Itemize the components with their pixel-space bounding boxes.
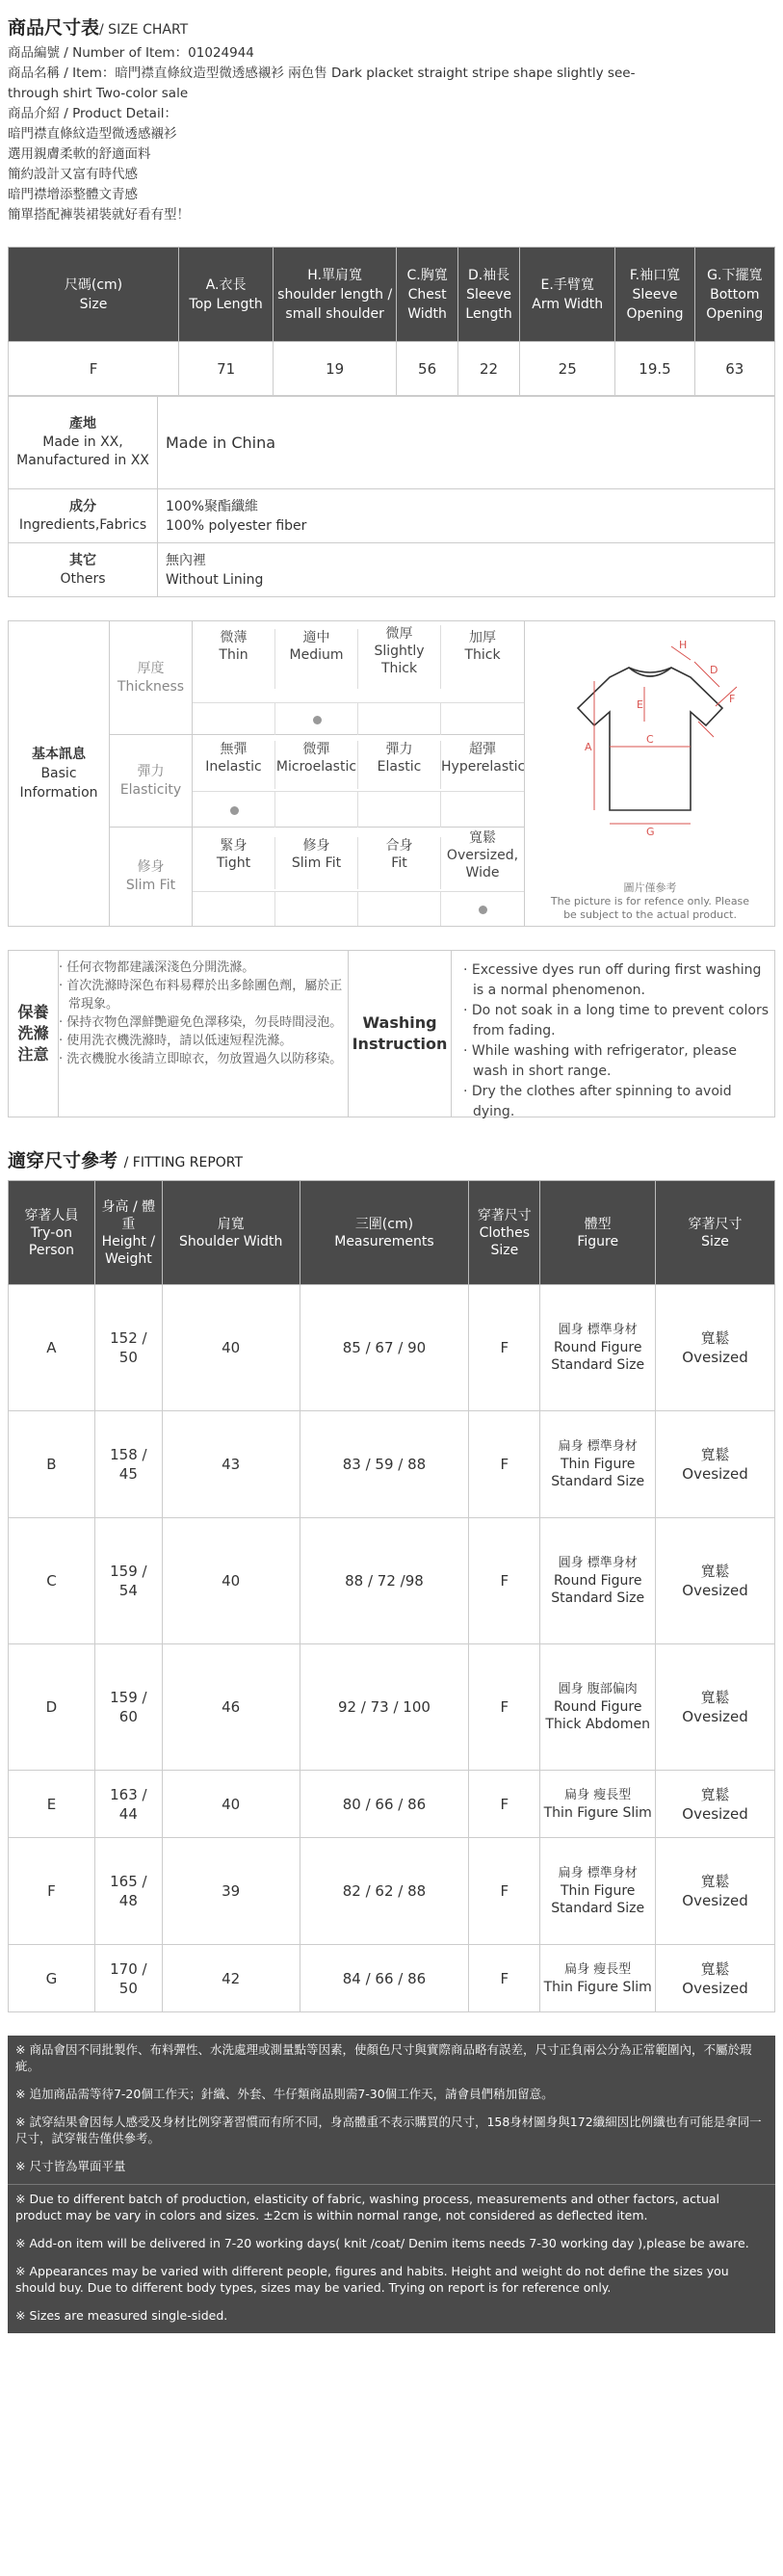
slim-fit-label: 修身 Slim Fit [110,828,193,926]
note-item: ※ 尺寸皆為單面平量 [15,2159,126,2173]
table-row [9,1838,775,1945]
others-label: 其它 Others [9,543,158,597]
col-header: H.單肩寬 shoulder length / small shoulder [274,248,397,342]
option-microelastic: 微彈 Microelastic [275,741,358,789]
col-header: E.手臂寬 Arm Width [520,248,615,342]
others-value: 無內裡 Without Lining [158,543,775,597]
measurements-cell: 85 / 67 / 90 [300,1285,469,1411]
diagram-letter: F [729,693,736,705]
note-item: ※ Due to different batch of production, elasticity of fabric, washing process, measurements and other factors, actual product may be vary in colors and sizes. ±2cm is within normal range, not considered as deflected item. [15,2192,719,2222]
notes-zh [8,2036,775,2185]
note-item: ※ Appearances may be varied with different people, figures and habits. Height and weight do not define the sizes you should buy. Due to different body types, sizes may be varied. Trying on report is for reference only. [15,2264,729,2295]
note-item: ※ 試穿結果會因每人感受及身材比例穿著習慣而有所不同，身高體重不表示購買的尺寸，158身材圖身與172纖細因比例纖也有可能是拿同一尺寸，試穿報告僅供參考。 [15,2115,762,2145]
col-header: F.袖口寬 Sleeve Opening [615,248,694,342]
option-cell [275,702,358,735]
note-item: ※ 商品會因不同批製作、布料彈性、水洗處理或測量點等因素，使顏色尺寸與實際商品略有誤差，尺寸正負兩公分為正常範圍內，不屬於瑕疵。 [15,2042,752,2073]
option-cell [441,702,524,735]
origin-row [9,397,775,489]
fitting-title: 適穿尺寸參考 / FITTING REPORT [8,1150,244,1171]
size-cell: 71 [179,342,274,396]
page-title: 商品尺寸表/ SIZE CHART [8,17,189,39]
size-cell: F [469,1518,540,1644]
fit-cell: 寬鬆 Ovesized [656,1771,775,1838]
diagram-letter: G [646,826,655,838]
shoulder-cell: 39 [162,1838,300,1945]
detail-line: 暗門襟直條紋造型微透感襯衫 [8,126,177,142]
fit-cell: 寬鬆 Ovesized [656,1838,775,1945]
elasticity-group [110,735,524,828]
note-item: ※ Add-on item will be delivered in 7-20 working days( knit /coat/ Denim items needs 7-30 working day ),please be aware. [15,2236,749,2250]
detail-line: 商品名稱 / Item：暗門襟直條紋造型微透感襯衫 兩色售 Dark placket straight stripe shape slightly see- [8,66,636,81]
measurements-cell: 88 / 72 /98 [300,1518,469,1644]
option-cell [193,891,275,926]
list-item: · 任何衣物都建議深淺色分開洗滌。 [59,959,348,977]
list-item: · 首次洗滌時深色布料易釋於出多餘團色劑，屬於正常現象。 [59,977,348,1013]
elasticity-label: 彈力 Elasticity [110,735,193,827]
height-weight-cell: 165 / 48 [94,1838,162,1945]
option-thick: 加厚 Thick [464,630,501,663]
fit-cell: 寬鬆 Ovesized [656,1518,775,1644]
others-row [9,543,775,597]
washing-panel [8,950,775,1117]
shoulder-cell: 40 [162,1285,300,1411]
garment-diagram [524,621,774,926]
measurements-cell: 80 / 66 / 86 [300,1771,469,1838]
detail-line: 簡約設計又富有時代感 [8,167,138,182]
col-header: A.衣長 Top Length [179,248,274,342]
measurements-cell: 84 / 66 / 86 [300,1945,469,2012]
size-cell: F [469,1644,540,1771]
col-header: G.下擺寬 Bottom Opening [694,248,774,342]
diagram-letter: C [646,733,654,746]
list-item: · Do not soak in a long time to prevent colors from fading. [461,1001,774,1041]
table-row [9,1771,775,1838]
height-weight-cell: 159 / 60 [94,1644,162,1771]
size-cell: 19 [274,342,397,396]
size-cell: F [469,1285,540,1411]
size-cell: 25 [520,342,615,396]
option-cell [358,702,441,735]
option-cell [193,702,275,735]
figure-cell: 圓身 腹部偏肉 Round Figure Thick Abdomen [540,1644,656,1771]
col-header: 肩寬 Shoulder Width [162,1181,300,1285]
option-cell [275,791,358,828]
option-cell [358,791,441,828]
product-details [8,43,775,225]
option-thin: 微薄 Thin [193,629,275,689]
measurements-cell: 82 / 62 / 88 [300,1838,469,1945]
list-item: · While washing with refrigerator, please wash in short range. [461,1041,774,1082]
table-row [9,1285,775,1411]
option-hyperelastic: 超彈 Hyperelastic [441,742,526,775]
height-weight-cell: 170 / 50 [94,1945,162,2012]
person-cell: D [9,1644,95,1771]
note-item: ※ Sizes are measured single-sided. [15,2308,228,2323]
size-cell: F [469,1838,540,1945]
fitting-table [8,1180,775,2012]
col-header: 尺碼(cm) Size [9,248,179,342]
list-item: · Dry the clothes after spinning to avoid dying. [461,1082,774,1122]
col-header: C.胸寬 Chest Width [397,248,458,342]
col-header: 穿著尺寸 Size [656,1181,775,1285]
option-oversized: 寬鬆 Oversized, Wide [446,830,519,881]
size-cell: F [469,1411,540,1518]
table-row [9,1644,775,1771]
option-cell [275,891,358,926]
detail-line: 商品介紹 / Product Detail： [8,106,177,121]
thickness-label: 厚度 Thickness [110,621,193,734]
col-header: 三圍(cm) Measurements [300,1181,469,1285]
list-item: · 使用洗衣機洗滌時，請以低速短程洗滌。 [59,1032,348,1050]
detail-line: 暗門襟增添整體文青感 [8,187,138,202]
table-row [9,1945,775,2012]
origin-label: 產地 Made in XX, Manufactured in XX [9,397,158,489]
col-header: D.袖長 Sleeve Length [458,248,520,342]
header [8,0,775,225]
detail-line: 簡單搭配褲裝裙裝就好看有型！ [8,207,190,223]
fit-cell: 寬鬆 Ovesized [656,1644,775,1771]
figure-cell: 圓身 標準身材 Round Figure Standard Size [540,1285,656,1411]
figure-cell: 扁身 瘦長型 Thin Figure Slim [540,1945,656,2012]
basic-info-title: 基本訊息 Basic Information [9,621,110,926]
size-chart-table [8,247,775,396]
size-cell: 56 [397,342,458,396]
option-inelastic: 無彈 Inelastic [193,741,275,789]
measurements-cell: 92 / 73 / 100 [300,1644,469,1771]
size-row [9,342,775,396]
option-cell [193,791,275,828]
size-chart-header [9,248,775,342]
option-cell [358,891,441,926]
thickness-group [110,621,524,735]
fitting-header [9,1181,775,1285]
option-tight: 緊身 Tight [193,837,275,889]
col-header: 穿著尺寸 Clothes Size [469,1181,540,1285]
notes-en [8,2185,775,2333]
option-slightly-thick: 微厚 Slightly Thick [358,625,441,689]
product-info-table [8,396,775,597]
detail-line: through shirt Two-color sale [8,86,189,101]
height-weight-cell: 163 / 44 [94,1771,162,1838]
origin-value: Made in China [158,397,775,489]
col-header: 身高 / 體重 Height / Weight [94,1181,162,1285]
diagram-letter: H [679,639,688,651]
measurements-cell: 83 / 59 / 88 [300,1411,469,1518]
ingredients-row [9,489,775,543]
selected-dot [230,806,239,815]
shoulder-cell: 40 [162,1771,300,1838]
note-item: ※ 追加商品需等待7-20個工作天；針織、外套、牛仔類商品則需7-30個工作天，請會員們稍加留意。 [15,2087,554,2101]
option-medium: 適中 Medium [275,629,358,689]
table-row [9,1411,775,1518]
figure-cell: 扁身 標準身材 Thin Figure Standard Size [540,1411,656,1518]
tshirt-outline-icon [525,621,775,881]
notes-panel [8,2036,775,2333]
size-cell: 22 [458,342,520,396]
option-slim-fit: 修身 Slim Fit [275,837,358,889]
option-elastic: 彈力 Elastic [358,741,441,789]
size-cell: F [469,1771,540,1838]
person-cell: E [9,1771,95,1838]
size-cell: 63 [694,342,774,396]
washing-list-en [461,960,774,1122]
figure-cell: 扁身 標準身材 Thin Figure Standard Size [540,1838,656,1945]
selected-dot [313,716,322,724]
diagram-letter: E [637,698,643,711]
washing-label-en: Washing Instruction [348,951,452,1117]
person-cell: A [9,1285,95,1411]
person-cell: G [9,1945,95,2012]
size-cell: F [469,1945,540,2012]
option-cell [441,891,524,926]
size-cell: 19.5 [615,342,694,396]
list-item: · 洗衣機脫水後請立即晾衣，勿放置過久以防移染。 [59,1050,348,1068]
selected-dot [479,906,487,914]
col-header: 體型 Figure [540,1181,656,1285]
diagram-caption: 圖片僅參考 The picture is for refence only. Please be subject to the actual product. [550,881,750,921]
fit-cell: 寬鬆 Ovesized [656,1945,775,2012]
person-cell: C [9,1518,95,1644]
ingredients-label: 成分 Ingredients,Fabrics [9,489,158,543]
diagram-letter: A [585,741,592,753]
washing-list-zh [59,959,348,1068]
table-row [9,1518,775,1644]
fit-cell: 寬鬆 Ovesized [656,1411,775,1518]
height-weight-cell: 158 / 45 [94,1411,162,1518]
option-fit: 合身 Fit [358,837,441,889]
list-item: · Excessive dyes run off during first washing is a normal phenomenon. [461,960,774,1001]
person-cell: B [9,1411,95,1518]
basic-info-panel [8,620,775,927]
slim-fit-group [110,828,524,926]
shoulder-cell: 40 [162,1518,300,1644]
list-item: · 保持衣物色澤鮮艷避免色澤移染，勿長時間浸泡。 [59,1013,348,1032]
detail-line: 商品編號 / Number of Item：01024944 [8,45,254,61]
size-cell: F [9,342,179,396]
shoulder-cell: 46 [162,1644,300,1771]
figure-cell: 扁身 瘦長型 Thin Figure Slim [540,1771,656,1838]
option-cell [441,791,524,828]
ingredients-value: 100%聚酯纖維 100% polyester fiber [158,489,775,543]
person-cell: F [9,1838,95,1945]
shoulder-cell: 42 [162,1945,300,2012]
diagram-letter: D [710,664,718,676]
height-weight-cell: 152 / 50 [94,1285,162,1411]
figure-cell: 圓身 標準身材 Round Figure Standard Size [540,1518,656,1644]
washing-label-zh: 保養洗滌注意 [9,951,59,1117]
fit-cell: 寬鬆 Ovesized [656,1285,775,1411]
col-header: 穿著人員 Try-on Person [9,1181,95,1285]
height-weight-cell: 159 / 54 [94,1518,162,1644]
shoulder-cell: 43 [162,1411,300,1518]
detail-line: 選用親膚柔軟的舒適面料 [8,146,151,162]
